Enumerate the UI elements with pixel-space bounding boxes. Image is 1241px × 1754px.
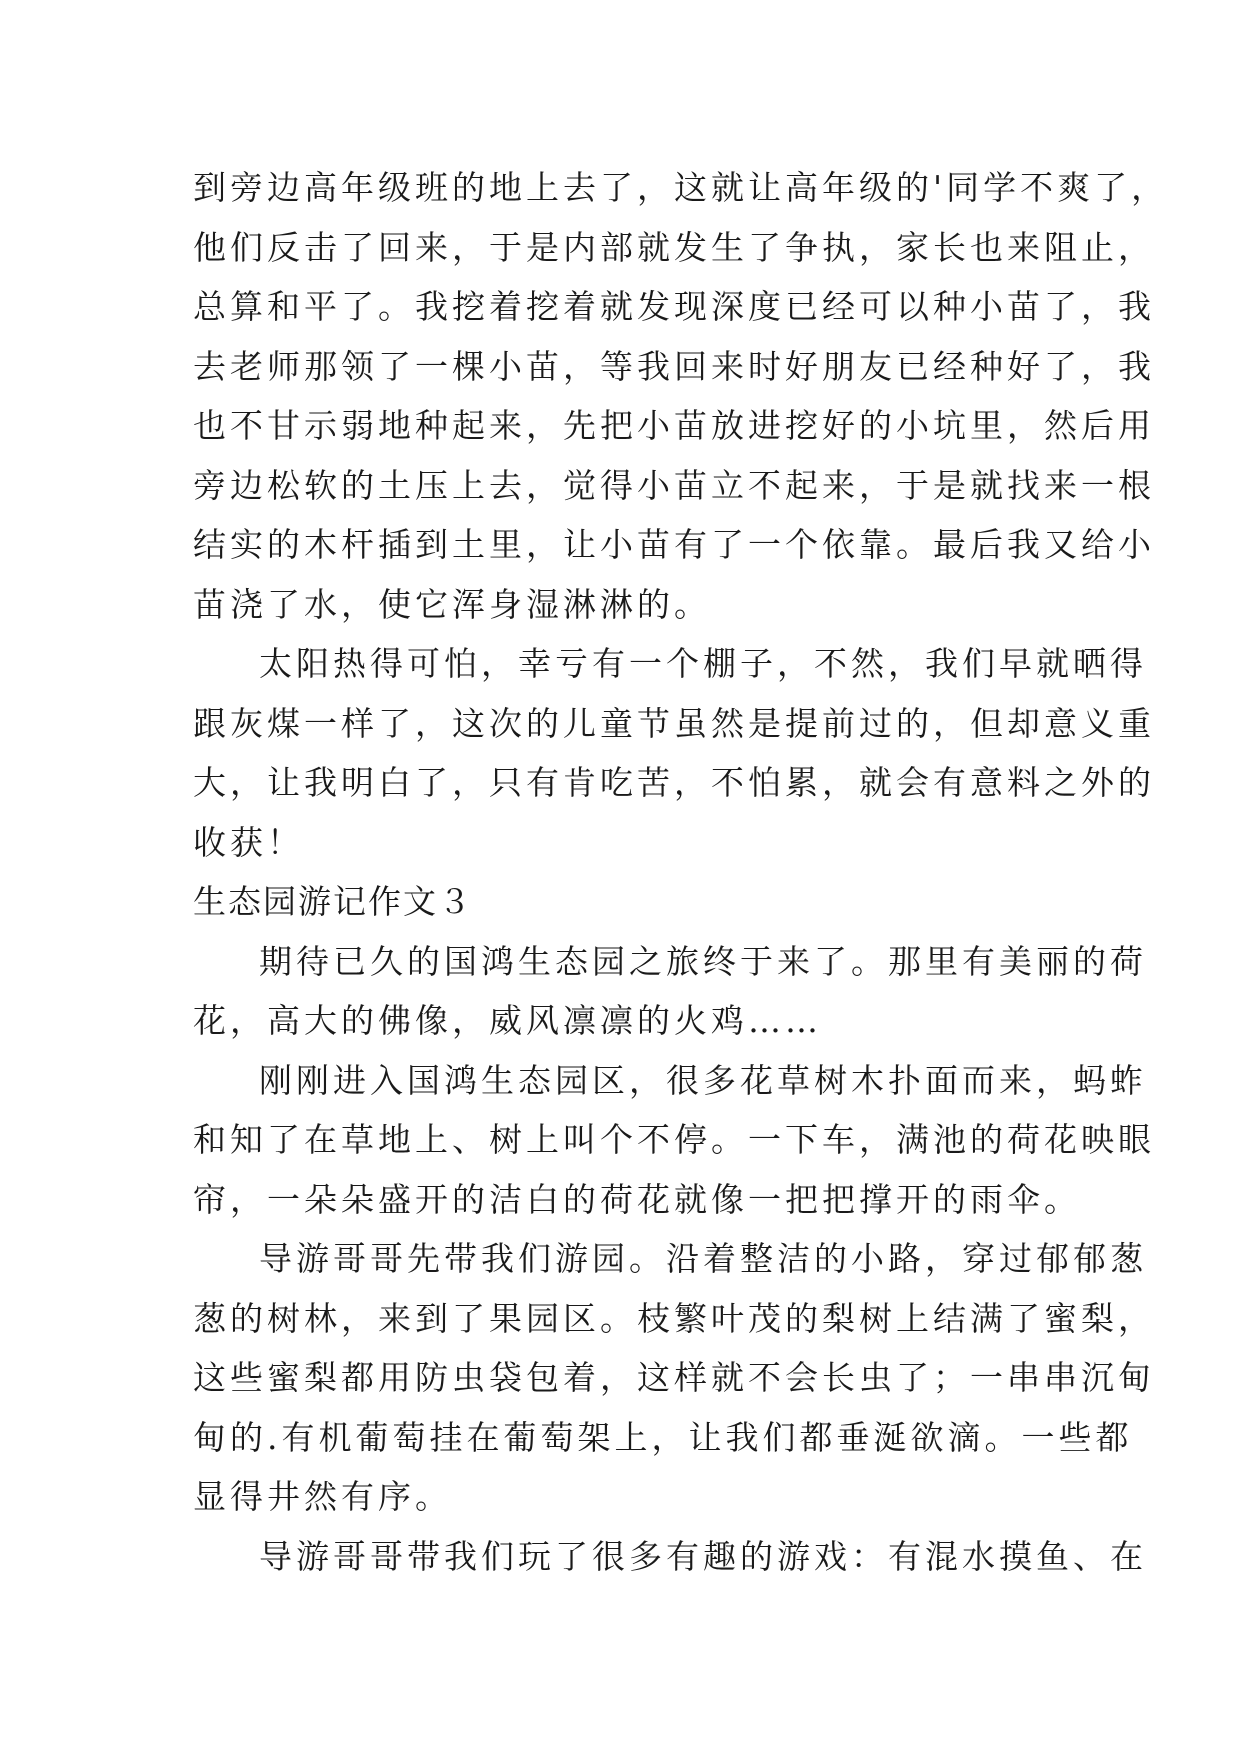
text-line: 甸的.有机葡萄挂在葡萄架上，让我们都垂涎欲滴。一些都 (193, 1417, 1133, 1457)
text-line: 结实的木杆插到土里，让小苗有了一个依靠。最后我又给小 (193, 525, 1155, 564)
text-line: 跟灰煤一样了，这次的儿童节虽然是提前过的，但却意义重 (193, 703, 1155, 743)
text-line: 显得井然有序。 (193, 1477, 452, 1516)
paragraph-start-line: 刚刚进入国鸿生态园区，很多花草树木扑面而来，蚂蚱 (259, 1060, 1147, 1100)
text-line: 他们反击了回来，于是内部就发生了争执，家长也来阻止， (193, 227, 1155, 267)
paragraph-start-line: 导游哥哥先带我们游园。沿着整洁的小路，穿过郁郁葱 (259, 1239, 1147, 1278)
paragraph-start-line: 太阳热得可怕，幸亏有一个棚子，不然，我们早就晒得 (259, 644, 1147, 683)
text-line: 去老师那领了一棵小苗，等我回来时好朋友已经种好了，我 (193, 346, 1155, 386)
text-line: 大，让我明白了，只有肯吃苦，不怕累，就会有意料之外的 (193, 763, 1155, 802)
text-line: 旁边松软的土压上去，觉得小苗立不起来，于是就找来一根 (193, 465, 1155, 505)
text-line: 这些蜜梨都用防虫袋包着，这样就不会长虫了；一串串沉甸 (193, 1358, 1155, 1397)
text-line: 花，高大的佛像，威风凛凛的火鸡…… (193, 1001, 822, 1040)
paragraph-start-line: 导游哥哥带我们玩了很多有趣的游戏：有混水摸鱼、在 (259, 1536, 1147, 1576)
document-body (193, 158, 1169, 1586)
text-line: 和知了在草地上、树上叫个不停。一下车，满池的荷花映眼 (193, 1120, 1155, 1159)
text-line: 到旁边高年级班的地上去了，这就让高年级的'同学不爽了， (193, 168, 1169, 207)
text-line: 帘，一朵朵盛开的洁白的荷花就像一把把撑开的雨伞。 (193, 1179, 1081, 1219)
text-line: 也不甘示弱地种起来，先把小苗放进挖好的小坑里，然后用 (193, 406, 1155, 445)
text-line: 总算和平了。我挖着挖着就发现深度已经可以种小苗了，我 (193, 287, 1155, 326)
paragraph-start-line: 期待已久的国鸿生态园之旅终于来了。那里有美丽的荷 (259, 941, 1147, 981)
text-line: 收获！ (193, 822, 304, 862)
section-title: 生态园游记作文３ (193, 882, 473, 921)
text-line: 苗浇了水，使它浑身湿淋淋的。 (193, 584, 711, 624)
text-line: 葱的树林，来到了果园区。枝繁叶茂的梨树上结满了蜜梨， (193, 1298, 1155, 1338)
